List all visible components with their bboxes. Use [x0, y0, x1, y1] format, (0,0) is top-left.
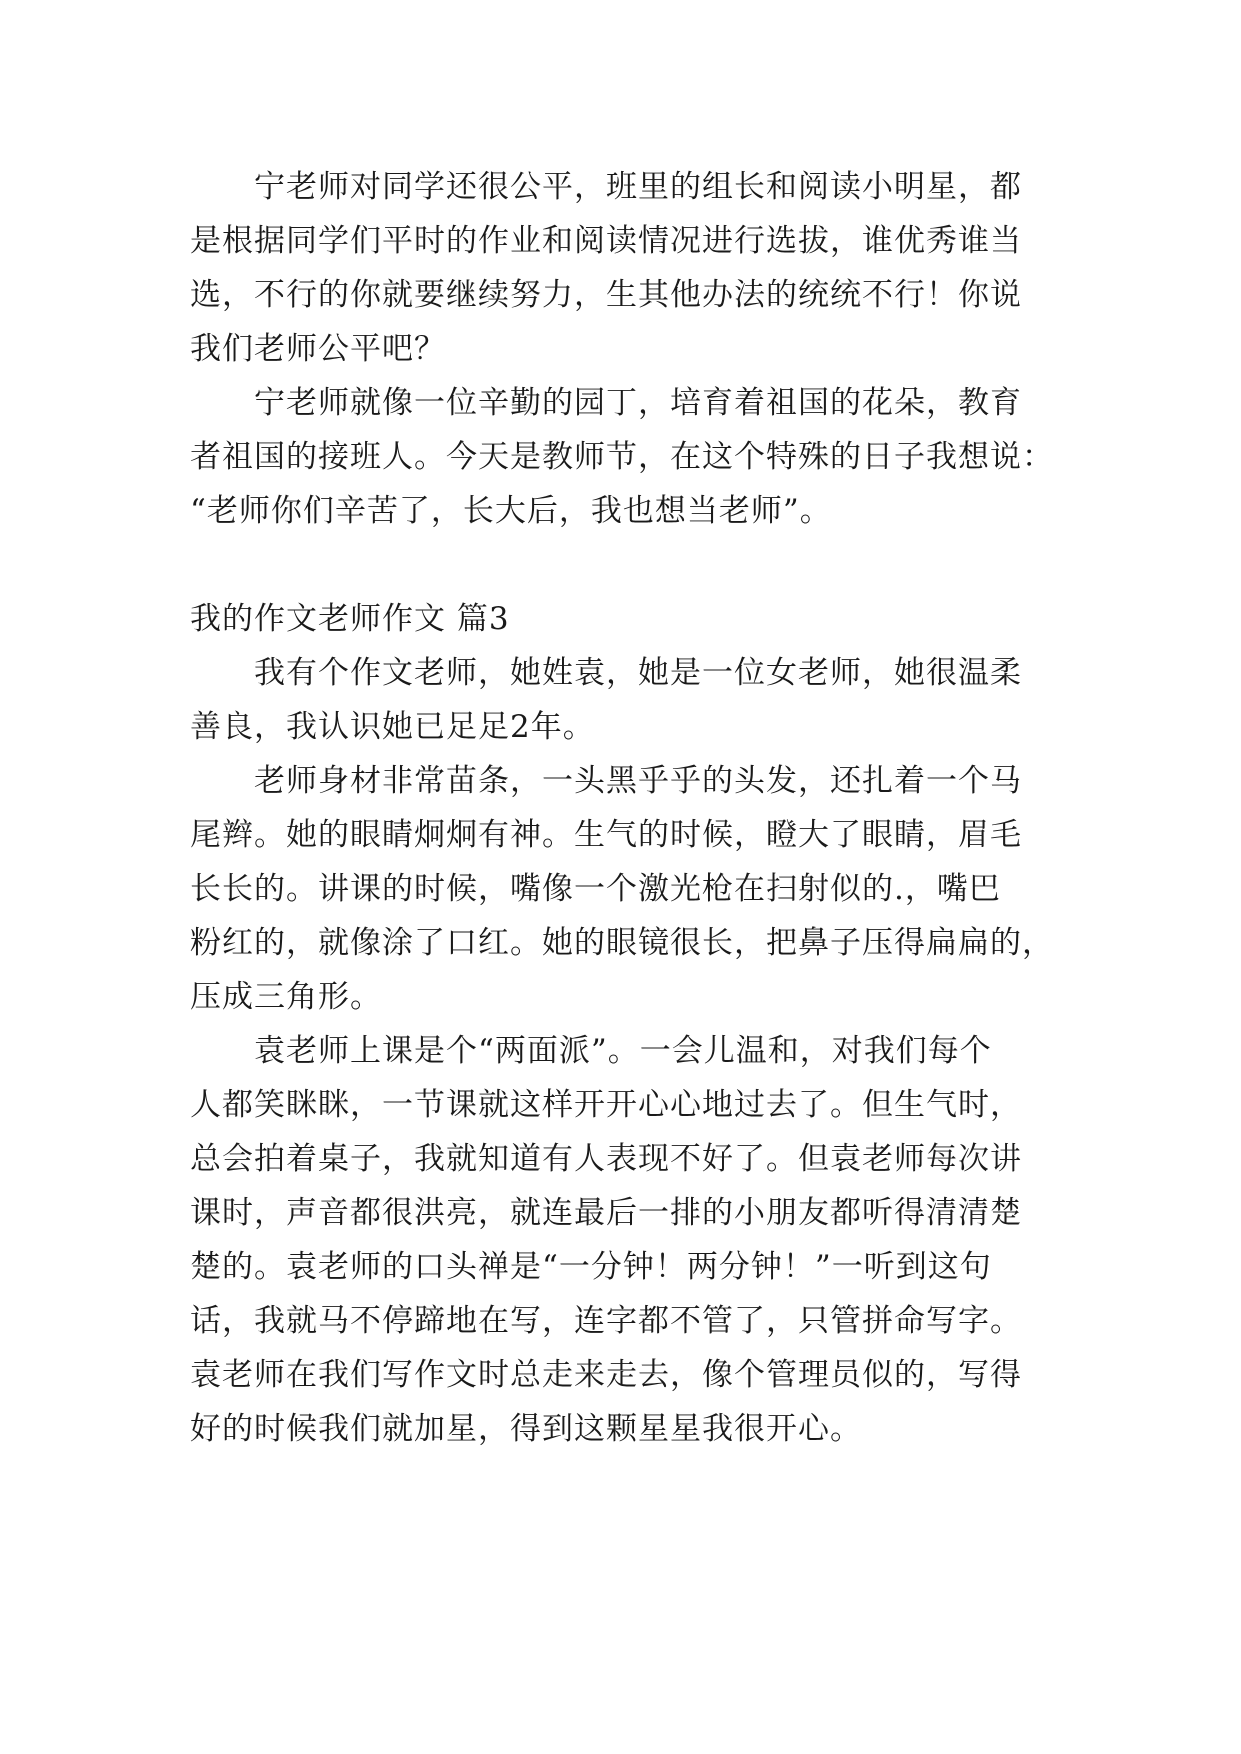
- paragraph-line: 我们老师公平吧？: [190, 331, 446, 367]
- paragraph-line: 老师身材非常苗条，一头黑乎乎的头发，还扎着一个马: [254, 763, 1022, 799]
- paragraph-line: 袁老师在我们写作文时总走来走去，像个管理员似的，写得: [190, 1357, 1022, 1393]
- paragraph-line: 我有个作文老师，她姓袁，她是一位女老师，她很温柔: [254, 655, 1022, 691]
- paragraph-line: 者祖国的接班人。今天是教师节，在这个特殊的日子我想说：: [190, 439, 1054, 475]
- paragraph-line: 长长的。讲课的时候，嘴像一个激光枪在扫射似的.，嘴巴: [190, 871, 1001, 907]
- paragraph-line: 是根据同学们平时的作业和阅读情况进行选拔，谁优秀谁当: [190, 223, 1022, 259]
- section-heading: 我的作文老师作文 篇3: [190, 601, 510, 637]
- paragraph-line: 善良，我认识她已足足2年。: [190, 709, 595, 745]
- paragraph-line: 人都笑眯眯，一节课就这样开开心心地过去了。但生气时，: [190, 1087, 1022, 1123]
- paragraph-line: 宁老师对同学还很公平，班里的组长和阅读小明星，都: [254, 169, 1022, 205]
- paragraph-line: 选，不行的你就要继续努力，生其他办法的统统不行！你说: [190, 277, 1022, 313]
- paragraph-line: 课时，声音都很洪亮，就连最后一排的小朋友都听得清清楚: [190, 1195, 1022, 1231]
- paragraph-line: 尾辫。她的眼睛炯炯有神。生气的时候，瞪大了眼睛，眉毛: [190, 817, 1022, 853]
- paragraph-line: 总会拍着桌子，我就知道有人表现不好了。但袁老师每次讲: [190, 1141, 1022, 1177]
- paragraph-line: 好的时候我们就加星，得到这颗星星我很开心。: [190, 1411, 862, 1447]
- paragraph-line: “老师你们辛苦了，长大后，我也想当老师”。: [190, 493, 832, 529]
- paragraph-line: 压成三角形。: [190, 979, 382, 1015]
- paragraph-line: 楚的。袁老师的口头禅是“一分钟！两分钟！”一听到这句: [190, 1249, 992, 1285]
- paragraph-line: 粉红的，就像涂了口红。她的眼镜很长，把鼻子压得扁扁的，: [190, 925, 1054, 961]
- paragraph-line: 宁老师就像一位辛勤的园丁，培育着祖国的花朵，教育: [254, 385, 1022, 421]
- paragraph-line: 话，我就马不停蹄地在写，连字都不管了，只管拼命写字。: [190, 1303, 1022, 1339]
- paragraph-line: 袁老师上课是个“两面派”。一会儿温和，对我们每个: [254, 1033, 992, 1069]
